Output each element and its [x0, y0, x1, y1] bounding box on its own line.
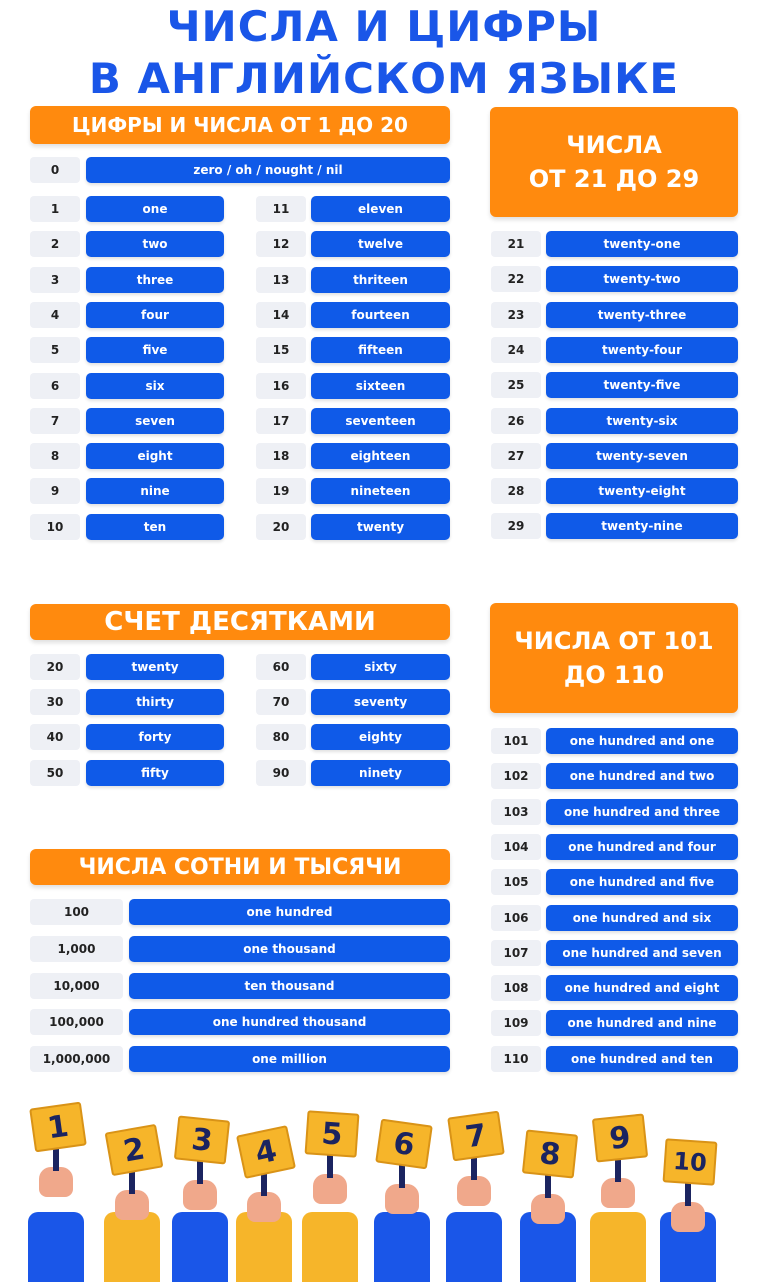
- arm-sleeve: [590, 1212, 646, 1282]
- word-cell: nineteen: [311, 478, 450, 504]
- number-sign: 4: [236, 1125, 296, 1179]
- word-cell: thirty: [86, 689, 224, 715]
- word-cell: fifteen: [311, 337, 450, 363]
- word-cell: sixty: [311, 654, 450, 680]
- section-header-tens: СЧЕТ ДЕСЯТКАМИ: [30, 604, 450, 640]
- word-cell: ninety: [311, 760, 450, 786]
- number-sign: 2: [105, 1124, 164, 1176]
- hand: [313, 1174, 347, 1204]
- number-cell: 100: [30, 899, 123, 925]
- number-cell: 10: [30, 514, 80, 540]
- word-cell: nine: [86, 478, 224, 504]
- word-cell: one hundred and two: [546, 763, 738, 789]
- word-cell: six: [86, 373, 224, 399]
- number-cell: 109: [491, 1010, 541, 1036]
- arm-sleeve: [172, 1212, 228, 1282]
- number-cell: 29: [491, 513, 541, 539]
- word-cell: one hundred and eight: [546, 975, 738, 1001]
- number-cell: 1,000: [30, 936, 123, 962]
- word-cell: forty: [86, 724, 224, 750]
- word-cell: twenty-four: [546, 337, 738, 363]
- number-cell: 11: [256, 196, 306, 222]
- number-cell: 1: [30, 196, 80, 222]
- hand: [247, 1192, 281, 1222]
- word-cell: fifty: [86, 760, 224, 786]
- number-sign: 5: [305, 1110, 360, 1158]
- number-cell: 102: [491, 763, 541, 789]
- word-cell: one hundred and seven: [546, 940, 738, 966]
- number-sign: 8: [522, 1129, 578, 1178]
- number-cell: 14: [256, 302, 306, 328]
- number-cell: 5: [30, 337, 80, 363]
- number-cell: 101: [491, 728, 541, 754]
- number-cell: 6: [30, 373, 80, 399]
- number-cell: 60: [256, 654, 306, 680]
- page-title-line1: ЧИСЛА И ЦИФРЫ: [166, 2, 602, 51]
- arm-sleeve: [446, 1212, 502, 1282]
- number-cell: 27: [491, 443, 541, 469]
- number-cell: 23: [491, 302, 541, 328]
- number-cell: 100,000: [30, 1009, 123, 1035]
- word-cell: twenty-eight: [546, 478, 738, 504]
- word-cell: one hundred and one: [546, 728, 738, 754]
- word-cell: twenty-one: [546, 231, 738, 257]
- number-sign: 7: [447, 1111, 505, 1162]
- number-cell: 50: [30, 760, 80, 786]
- number-cell: 104: [491, 834, 541, 860]
- word-cell: one: [86, 196, 224, 222]
- number-cell: 20: [256, 514, 306, 540]
- arm-sleeve: [302, 1212, 358, 1282]
- word-cell: twenty-two: [546, 266, 738, 292]
- number-cell: 26: [491, 408, 541, 434]
- arm-sleeve: [28, 1212, 84, 1282]
- hand: [531, 1194, 565, 1224]
- number-cell: 7: [30, 408, 80, 434]
- word-cell: one million: [129, 1046, 450, 1072]
- number-cell: 0: [30, 157, 80, 183]
- word-cell: seventy: [311, 689, 450, 715]
- word-cell: zero / oh / nought / nil: [86, 157, 450, 183]
- section-header-hundreds-thousands: ЧИСЛА СОТНИ И ТЫСЯЧИ: [30, 849, 450, 885]
- number-cell: 70: [256, 689, 306, 715]
- word-cell: fourteen: [311, 302, 450, 328]
- number-cell: 40: [30, 724, 80, 750]
- section-header-21-to-29: [490, 107, 738, 217]
- number-cell: 2: [30, 231, 80, 257]
- number-cell: 22: [491, 266, 541, 292]
- word-cell: twenty-three: [546, 302, 738, 328]
- word-cell: twenty-five: [546, 372, 738, 398]
- hand: [385, 1184, 419, 1214]
- number-cell: 30: [30, 689, 80, 715]
- word-cell: twenty-six: [546, 408, 738, 434]
- number-cell: 25: [491, 372, 541, 398]
- word-cell: twenty-seven: [546, 443, 738, 469]
- hand: [671, 1202, 705, 1232]
- number-cell: 12: [256, 231, 306, 257]
- word-cell: sixteen: [311, 373, 450, 399]
- word-cell: seven: [86, 408, 224, 434]
- hand: [457, 1176, 491, 1206]
- word-cell: one hundred and ten: [546, 1046, 738, 1072]
- word-cell: one thousand: [129, 936, 450, 962]
- section-header-1-to-20: ЦИФРЫ И ЧИСЛА ОТ 1 ДО 20: [30, 106, 450, 144]
- word-cell: twelve: [311, 231, 450, 257]
- number-cell: 16: [256, 373, 306, 399]
- hand: [183, 1180, 217, 1210]
- header-line: ОТ 21 ДО 29: [528, 165, 700, 193]
- number-cell: 4: [30, 302, 80, 328]
- word-cell: twenty-nine: [546, 513, 738, 539]
- word-cell: eleven: [311, 196, 450, 222]
- number-cell: 90: [256, 760, 306, 786]
- number-cell: 103: [491, 799, 541, 825]
- number-cell: 20: [30, 654, 80, 680]
- word-cell: ten: [86, 514, 224, 540]
- word-cell: eight: [86, 443, 224, 469]
- word-cell: twenty: [86, 654, 224, 680]
- number-cell: 8: [30, 443, 80, 469]
- number-sign: 1: [29, 1102, 87, 1153]
- page-title-line2: В АНГЛИЙСКОМ ЯЗЫКЕ: [88, 54, 680, 103]
- number-cell: 28: [491, 478, 541, 504]
- number-cell: 110: [491, 1046, 541, 1072]
- word-cell: seventeen: [311, 408, 450, 434]
- word-cell: one hundred thousand: [129, 1009, 450, 1035]
- number-cell: 1,000,000: [30, 1046, 123, 1072]
- number-cell: 15: [256, 337, 306, 363]
- hand: [601, 1178, 635, 1208]
- section-header-101-to-110: [490, 603, 738, 713]
- number-sign: 9: [592, 1113, 648, 1162]
- number-cell: 21: [491, 231, 541, 257]
- hand: [39, 1167, 73, 1197]
- arm-sleeve: [104, 1212, 160, 1282]
- number-sign: 6: [375, 1119, 433, 1170]
- word-cell: eighteen: [311, 443, 450, 469]
- number-cell: 19: [256, 478, 306, 504]
- word-cell: one hundred and three: [546, 799, 738, 825]
- word-cell: four: [86, 302, 224, 328]
- word-cell: two: [86, 231, 224, 257]
- number-sign: 10: [663, 1138, 718, 1186]
- word-cell: eighty: [311, 724, 450, 750]
- word-cell: five: [86, 337, 224, 363]
- number-cell: 3: [30, 267, 80, 293]
- arm-sleeve: [236, 1212, 292, 1282]
- header-line: ЧИСЛА: [566, 131, 662, 159]
- word-cell: one hundred and five: [546, 869, 738, 895]
- word-cell: three: [86, 267, 224, 293]
- number-cell: 108: [491, 975, 541, 1001]
- number-cell: 9: [30, 478, 80, 504]
- number-cell: 107: [491, 940, 541, 966]
- word-cell: twenty: [311, 514, 450, 540]
- word-cell: thriteen: [311, 267, 450, 293]
- header-line: ДО 110: [563, 661, 665, 689]
- number-cell: 105: [491, 869, 541, 895]
- number-sign: 3: [174, 1115, 230, 1164]
- number-cell: 17: [256, 408, 306, 434]
- number-cell: 10,000: [30, 973, 123, 999]
- word-cell: one hundred and four: [546, 834, 738, 860]
- word-cell: one hundred and nine: [546, 1010, 738, 1036]
- number-cell: 106: [491, 905, 541, 931]
- number-cell: 24: [491, 337, 541, 363]
- number-cell: 18: [256, 443, 306, 469]
- header-line: ЧИСЛА ОТ 101: [514, 627, 714, 655]
- arm-sleeve: [374, 1212, 430, 1282]
- number-cell: 80: [256, 724, 306, 750]
- number-cell: 13: [256, 267, 306, 293]
- word-cell: ten thousand: [129, 973, 450, 999]
- word-cell: one hundred and six: [546, 905, 738, 931]
- hand: [115, 1190, 149, 1220]
- word-cell: one hundred: [129, 899, 450, 925]
